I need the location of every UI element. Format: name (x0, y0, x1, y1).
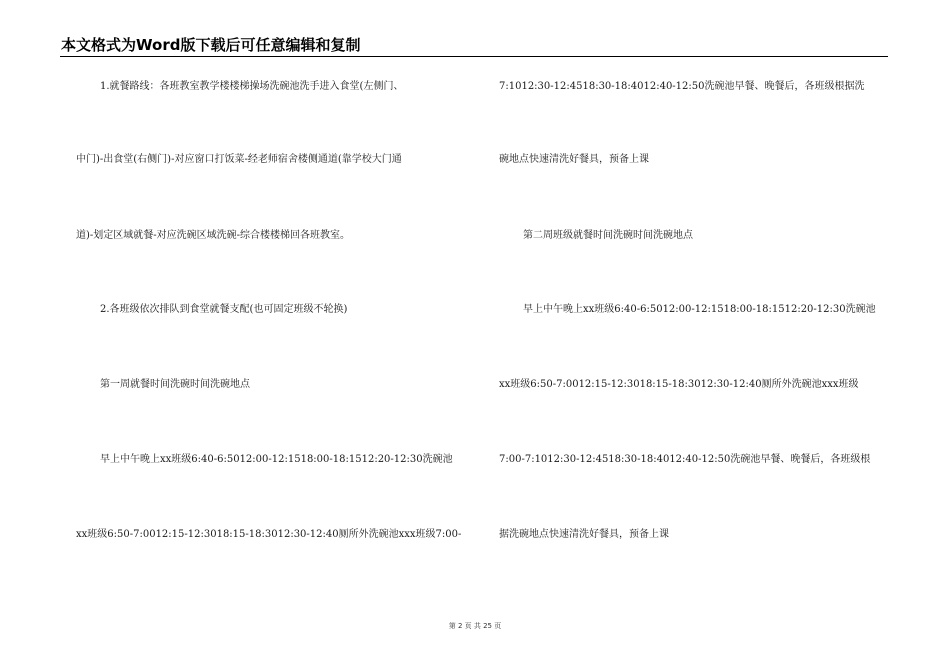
text-line: xx班级6:50-7:0012:15-12:3018:15-18:3012:30-12:40厕所外洗碗池xxx班级7:00- (76, 529, 462, 540)
left-text-column (76, 0, 472, 672)
page-number-footer: 第 2 页 共 25 页 (448, 622, 502, 630)
text-line: 2.各班级依次排队到食堂就餐支配(也可固定班级不轮换) (100, 304, 348, 315)
text-line: 据洗碗地点快速清洗好餐具，预备上课 (499, 529, 669, 540)
text-line: 早上中午晚上xx班级6:40-6:5012:00-12:1518:00-18:1512:20-12:30洗碗池 (100, 454, 453, 465)
document-header-title: 本文格式为Word版下载后可任意编辑和复制 (61, 36, 361, 54)
text-line: 1.就餐路线：各班教室教学楼楼梯操场洗碗池洗手进入食堂(左侧门、 (100, 81, 404, 92)
text-line: 中门)-出食堂(右侧门)-对应窗口打饭菜-经老师宿舍楼侧通道(靠学校大门通 (76, 154, 402, 165)
text-line: xx班级6:50-7:0012:15-12:3018:15-18:3012:30-12:40厕所外洗碗池xxx班级 (499, 379, 859, 390)
text-line: 碗地点快速清洗好餐具，预备上课 (499, 154, 649, 165)
text-line: 7:1012:30-12:4518:30-18:4012:40-12:50洗碗池早餐、晚餐后，各班级根据洗 (499, 81, 865, 92)
text-line: 第一周就餐时间洗碗时间洗碗地点 (100, 379, 250, 390)
text-line: 早上中午晚上xx班级6:40-6:5012:00-12:1518:00-18:1512:20-12:30洗碗池 (523, 304, 876, 315)
text-line: 7:00-7:1012:30-12:4518:30-18:4012:40-12:50洗碗池早餐、晚餐后，各班级根 (499, 454, 871, 465)
right-text-column (499, 0, 889, 672)
text-line: 道)-划定区域就餐-对应洗碗区域洗碗-综合楼楼梯回各班教室。 (76, 230, 351, 241)
text-line: 第二周班级就餐时间洗碗时间洗碗地点 (523, 230, 693, 241)
